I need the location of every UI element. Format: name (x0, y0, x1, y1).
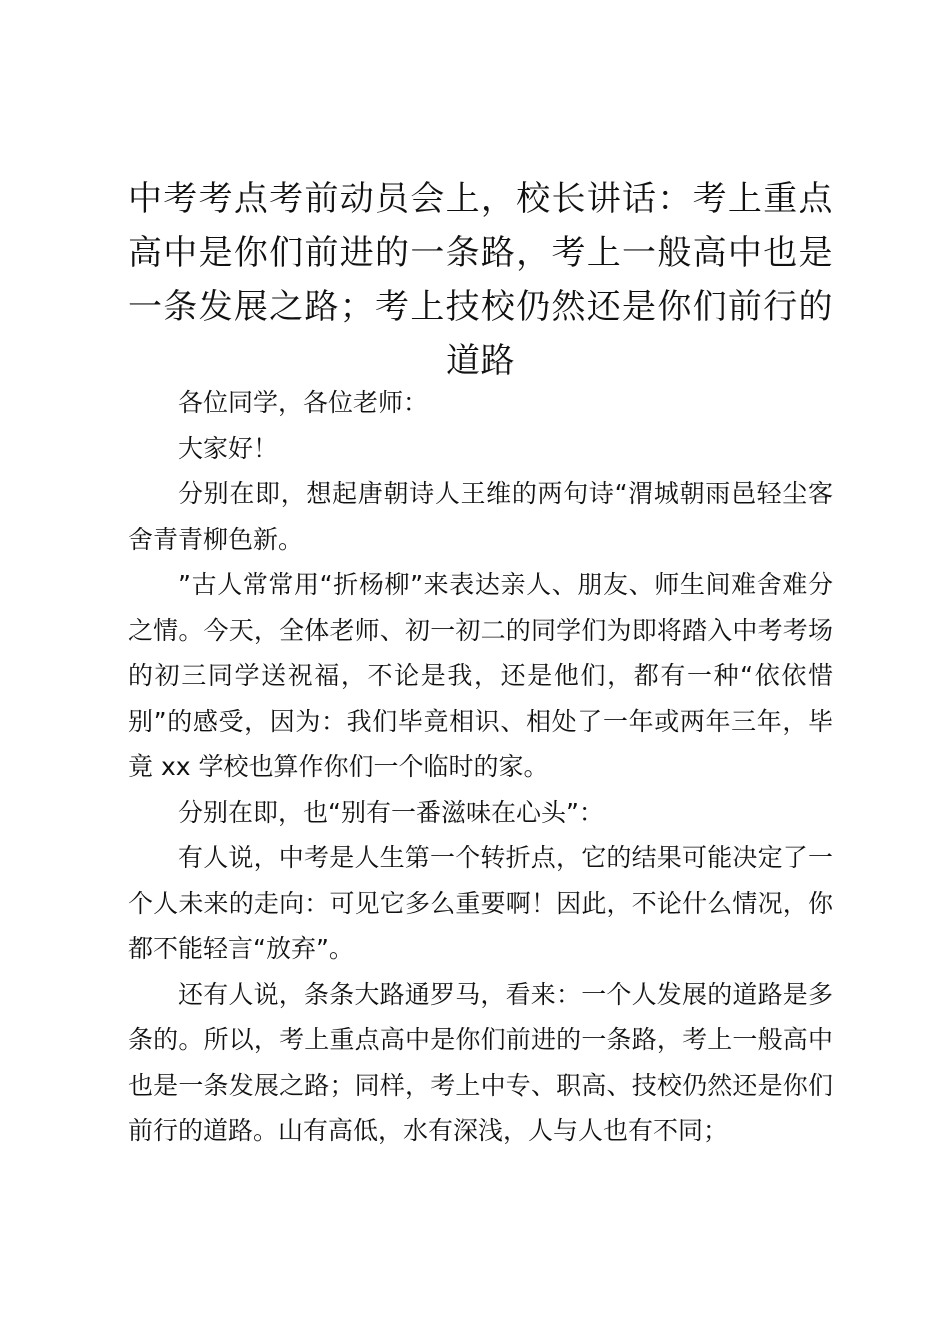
paragraph: 分别在即，想起唐朝诗人王维的两句诗“渭城朝雨邑轻尘客舍青青柳色新。 (128, 479, 833, 554)
paragraph: 有人说，中考是人生第一个转折点，它的结果可能决定了一个人未来的走向：可见它多么重要啊！因此，不论什么情况，你都不能轻言“放弃”。 (128, 843, 833, 963)
document-title: 中考考点考前动员会上，校长讲话：考上重点高中是你们前进的一条路，考上一般高中也是一条发展之路；考上技校仍然还是你们前行的道路 (128, 179, 833, 381)
paragraph: ”古人常常用“折杨柳”来表达亲人、朋友、师生间难舍难分之情。今天，全体老师、初一初二的同学们为即将踏入中考考场的初三同学送祝福，不论是我，还是他们，都有一种“依依惜别”的感受，因为：我们毕竟相识、相处了一年或两年三年，毕竟 xx 学校也算作你们一个临时的家。 (128, 570, 833, 781)
paragraph-greeting: 大家好！ (178, 433, 279, 463)
document-body (128, 380, 833, 1154)
paragraph-salutation: 各位同学，各位老师： (178, 388, 429, 417)
paragraph: 分别在即，也“别有一番滋味在心头”： (178, 797, 604, 827)
paragraph: 还有人说，条条大路通罗马，看来：一个人发展的道路是多条的。所以，考上重点高中是你们前进的一条路，考上一般高中也是一条发展之路；同样，考上中专、职高、技校仍然还是你们前行的道路。山有高低，水有深浅，人与人也有不同； (128, 979, 833, 1145)
